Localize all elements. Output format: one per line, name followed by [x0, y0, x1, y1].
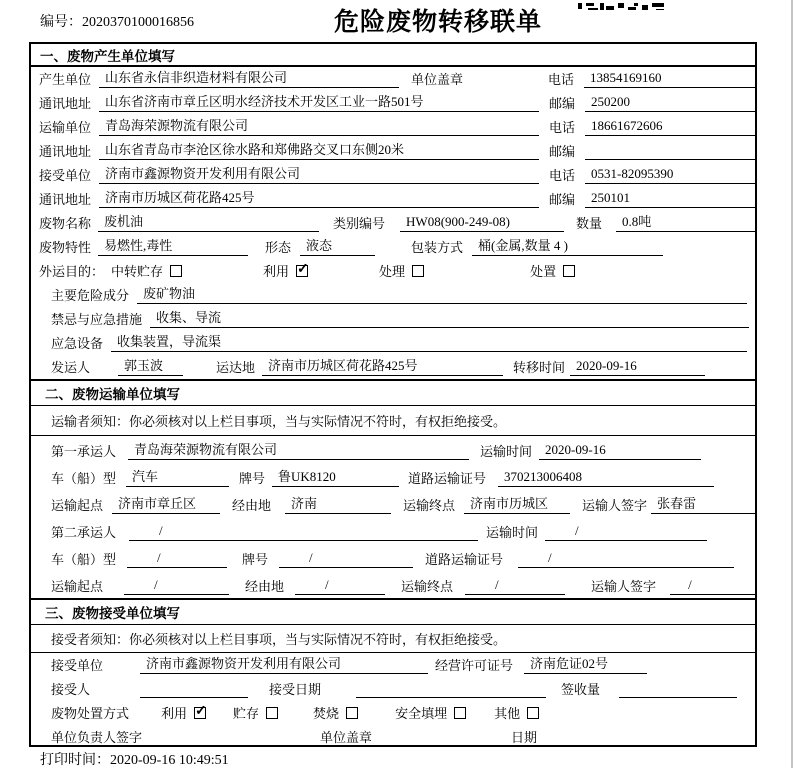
waste-name-label: 废物名称	[39, 216, 92, 231]
section-1-heading: 一、废物产生单位填写	[31, 44, 755, 67]
row-producer-unit	[31, 67, 755, 91]
plate-value: 鲁UK8120	[272, 466, 399, 487]
row-emergency-equipment	[31, 331, 755, 355]
producer-unit-label: 产生单位	[39, 72, 92, 87]
responsible-sign-value	[202, 731, 297, 746]
responsible-sign-label: 单位负责人签字	[51, 730, 143, 745]
producer-zip-value: 250200	[585, 94, 755, 112]
waste-code-label: 类别编号	[333, 216, 386, 231]
row-first-carrier	[31, 436, 755, 463]
transfer-purpose-label: 外运目的：	[39, 264, 105, 279]
row-hazard-components	[31, 283, 755, 307]
receive-address-value: 济南市历城区荷花路425号	[99, 187, 539, 208]
option-transfer-storage-label: 中转贮存	[111, 264, 164, 279]
first-carrier-label: 第一承运人	[51, 444, 117, 459]
road-license-2-label: 道路运输证号	[425, 552, 504, 567]
checkbox-incinerate-icon	[346, 707, 358, 719]
section-2-heading: 二、废物运输单位填写	[31, 379, 755, 406]
disposal-method-label: 废物处置方式	[51, 706, 130, 721]
receiver-notice-text: 接受者须知：你必须核对以上栏目事项，当与实际情况不符时，有权拒绝接受。	[51, 632, 507, 647]
route-start-2-label: 运输起点	[51, 579, 104, 594]
row-receive-address	[31, 187, 755, 211]
received-qty-value	[619, 683, 737, 698]
transport-time-2-label: 运输时间	[486, 525, 539, 540]
option-treat	[379, 261, 424, 280]
checkbox-other-icon	[527, 707, 539, 719]
waste-properties-label: 废物特性	[39, 240, 92, 255]
waste-code-value: HW08(900-249-08)	[400, 214, 564, 232]
route-start-value: 济南市章丘区	[112, 493, 220, 514]
dispatcher-value: 郭玉波	[118, 355, 183, 376]
accept-date-label: 接受日期	[269, 682, 322, 697]
transfer-time-value: 2020-09-16	[570, 358, 705, 376]
waste-name-value: 废机油	[98, 211, 319, 232]
option-store	[233, 703, 278, 722]
transport-time-value: 2020-09-16	[539, 442, 701, 460]
option-incinerate-label: 焚烧	[313, 706, 340, 721]
row-receive-unit-3	[31, 653, 755, 677]
print-time-label: 打印时间：	[40, 753, 110, 768]
receive-unit-label: 接受单位	[39, 168, 92, 183]
carrier-sign-2-label: 运输人签字	[591, 579, 657, 594]
second-carrier-label: 第二承运人	[51, 525, 117, 540]
row-second-carrier	[31, 517, 755, 544]
receive-phone-value: 0531-82095390	[585, 166, 755, 184]
transport-phone-label: 电话	[549, 120, 576, 135]
row-receive-unit	[31, 163, 755, 187]
row-waste-properties	[31, 235, 755, 259]
page-edge-divider	[791, 0, 793, 768]
route-end-label: 运输终点	[403, 498, 456, 513]
receiver-notice	[31, 625, 755, 653]
serial-value: 2020370100016856	[82, 15, 194, 30]
dispatcher-label: 发运人	[51, 360, 91, 375]
option-landfill	[395, 703, 466, 722]
option-disposal-utilize-label: 利用	[161, 706, 188, 721]
transport-phone-value: 18661672606	[585, 118, 755, 136]
option-other-label: 其他	[494, 706, 521, 721]
receive-zip-label: 邮编	[549, 192, 576, 207]
first-carrier-value: 青岛海荣源物流有限公司	[128, 439, 469, 460]
operating-license-value: 济南危证02号	[524, 653, 647, 674]
row-route-2	[31, 571, 755, 598]
receive-unit-3-value: 济南市鑫源物资开发利用有限公司	[140, 653, 428, 674]
transport-zip-value	[585, 145, 755, 160]
second-carrier-value: /	[129, 523, 478, 541]
row-transfer-purpose	[31, 259, 755, 283]
producer-phone-value: 13854169160	[584, 70, 755, 88]
route-start-label: 运输起点	[51, 498, 104, 513]
section-3-heading: 三、废物接受单位填写	[31, 598, 755, 625]
plate-2-label: 牌号	[242, 552, 269, 567]
checkbox-landfill-icon	[454, 707, 466, 719]
vehicle-type-value: 汽车	[126, 466, 229, 487]
transport-time-2-value: /	[545, 523, 707, 541]
row-responsible-sign	[31, 725, 755, 749]
option-treat-label: 处理	[379, 264, 406, 279]
accept-date-value	[356, 683, 546, 698]
option-other	[494, 703, 539, 722]
option-store-label: 贮存	[233, 706, 260, 721]
emergency-equipment-value: 收集装置，导流渠	[111, 331, 747, 352]
destination-value: 济南市历城区荷花路425号	[262, 355, 503, 376]
route-end-2-value: /	[465, 577, 565, 595]
sign-date-value	[543, 731, 733, 746]
carrier-sign-2-value: /	[670, 577, 755, 595]
row-transport-unit	[31, 115, 755, 139]
row-taboo-measures	[31, 307, 755, 331]
route-via-2-label: 经由地	[245, 579, 285, 594]
option-landfill-label: 安全填埋	[395, 706, 448, 721]
route-via-2-value: /	[295, 577, 385, 595]
option-disposal-utilize	[161, 703, 206, 722]
option-incinerate	[313, 703, 358, 722]
option-dispose-label: 处置	[530, 264, 557, 279]
plate-label: 牌号	[239, 471, 266, 486]
option-dispose	[530, 261, 575, 280]
hazard-components-value: 废矿物油	[137, 283, 747, 304]
checkbox-disposal-utilize-checked-icon	[194, 707, 206, 719]
emergency-equipment-label: 应急设备	[51, 336, 104, 351]
transport-unit-value: 青岛海荣源物流有限公司	[99, 115, 539, 136]
waste-form-value: 液态	[300, 235, 375, 256]
row-vehicle-2	[31, 544, 755, 571]
acceptor-value	[140, 683, 248, 698]
waste-qty-label: 数量	[576, 216, 603, 231]
option-utilize-label: 利用	[263, 264, 290, 279]
transport-address-label: 通讯地址	[39, 144, 92, 159]
row-acceptor	[31, 677, 755, 701]
checkbox-transfer-storage-icon	[170, 265, 182, 277]
route-start-2-value: /	[124, 577, 229, 595]
waste-properties-value: 易燃性,毒性	[98, 235, 248, 256]
row-vehicle-1	[31, 463, 755, 490]
checkbox-utilize-checked-icon	[296, 265, 308, 277]
vehicle-type-label: 车（船）型	[51, 471, 117, 486]
receive-address-label: 通讯地址	[39, 192, 92, 207]
sign-date-label: 日期	[511, 730, 538, 745]
route-end-value: 济南市历城区	[464, 493, 570, 514]
waste-form-label: 形态	[265, 240, 292, 255]
carrier-sign-label: 运输人签字	[582, 498, 648, 513]
transport-unit-label: 运输单位	[39, 120, 92, 135]
print-time-value: 2020-09-16 10:49:51	[110, 753, 229, 768]
route-via-label: 经由地	[232, 498, 272, 513]
row-disposal-method	[31, 701, 755, 725]
plate-2-value: /	[279, 550, 413, 568]
transport-zip-label: 邮编	[549, 144, 576, 159]
transfer-time-label: 转移时间	[513, 360, 566, 375]
producer-address-label: 通讯地址	[39, 96, 92, 111]
receive-zip-value: 250101	[585, 190, 755, 208]
producer-unit-value: 山东省永信非织造材料有限公司	[99, 67, 399, 88]
route-via-value: 济南	[285, 493, 391, 514]
transporter-notice	[31, 406, 755, 436]
row-route-1	[31, 490, 755, 517]
packing-label: 包装方式	[411, 240, 464, 255]
page-title: 危险废物转移联单	[333, 9, 542, 36]
checkbox-store-icon	[266, 707, 278, 719]
destination-label: 运达地	[216, 360, 256, 375]
route-end-2-label: 运输终点	[401, 579, 454, 594]
option-transfer-storage	[111, 261, 182, 280]
packing-value: 桶(金属,数量 4 )	[472, 235, 663, 256]
carrier-sign-value: 张春雷	[651, 493, 755, 514]
road-license-2-value: /	[518, 550, 734, 568]
row-producer-address	[31, 91, 755, 115]
print-time	[40, 749, 229, 769]
road-license-value: 370213006408	[498, 469, 714, 487]
transporter-notice-text: 运输者须知：你必须核对以上栏目事项，当与实际情况不符时，有权拒绝接受。	[51, 414, 507, 429]
waste-qty-value: 0.8吨	[616, 211, 755, 232]
option-utilize	[263, 261, 308, 280]
serial-label: 编号：	[40, 15, 82, 30]
unit-seal-3-label: 单位盖章	[320, 730, 373, 745]
producer-zip-label: 邮编	[549, 96, 576, 111]
row-waste-name	[31, 211, 755, 235]
transport-time-label: 运输时间	[480, 444, 533, 459]
acceptor-label: 接受人	[51, 682, 91, 697]
taboo-measures-label: 禁忌与应急措施	[51, 312, 143, 327]
row-dispatcher	[31, 355, 755, 379]
checkbox-treat-icon	[412, 265, 424, 277]
manifest-form	[29, 42, 757, 747]
transport-address-value: 山东省青岛市李沧区徐水路和郑佛路交叉口东侧20米	[99, 139, 539, 160]
qr-code-partial-icon	[578, 0, 668, 10]
vehicle-type-2-label: 车（船）型	[51, 552, 117, 567]
receive-phone-label: 电话	[549, 168, 576, 183]
operating-license-label: 经营许可证号	[435, 658, 514, 673]
checkbox-dispose-icon	[563, 265, 575, 277]
producer-phone-label: 电话	[548, 72, 575, 87]
receive-unit-3-label: 接受单位	[51, 658, 104, 673]
vehicle-type-2-value: /	[127, 550, 227, 568]
taboo-measures-value: 收集、导流	[150, 307, 749, 328]
received-qty-label: 签收量	[561, 682, 601, 697]
receive-unit-value: 济南市鑫源物资开发利用有限公司	[99, 163, 539, 184]
road-license-label: 道路运输证号	[408, 471, 487, 486]
hazard-components-label: 主要危险成分	[51, 288, 130, 303]
producer-address-value: 山东省济南市章丘区明水经济技术开发区工业一路501号	[99, 91, 539, 112]
row-transport-address	[31, 139, 755, 163]
unit-seal-label: 单位盖章	[411, 72, 464, 87]
